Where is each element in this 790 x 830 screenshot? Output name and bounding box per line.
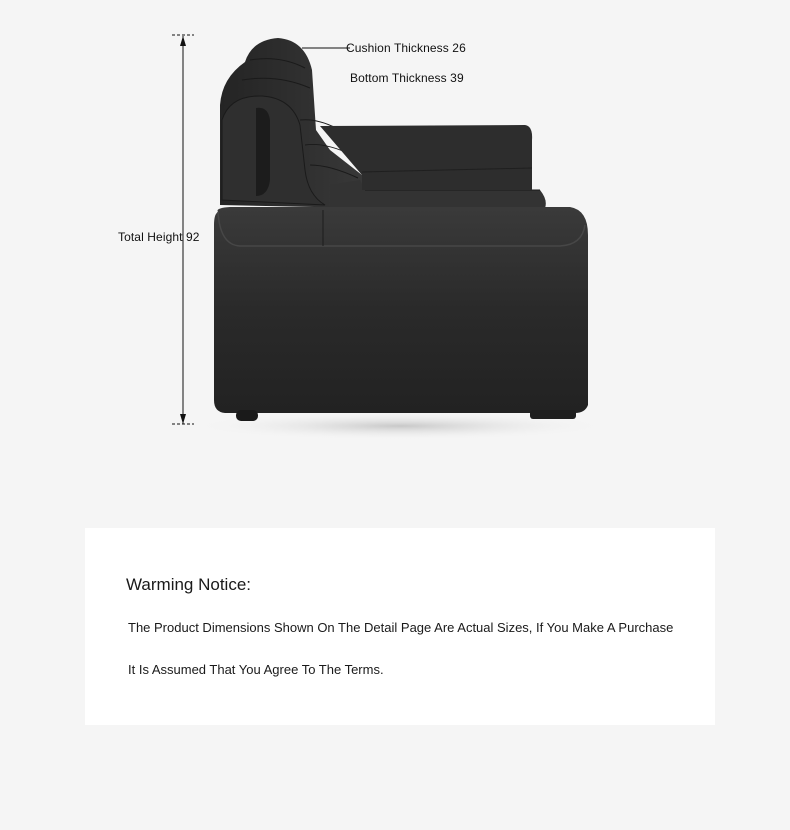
notice-text-line-2: It Is Assumed That You Agree To The Terms. (128, 662, 384, 677)
total-height-label: Total Height 92 (118, 230, 200, 244)
sofa-foot-back (530, 410, 576, 419)
sofa-base (214, 207, 588, 413)
warming-notice-panel (85, 528, 715, 725)
notice-text-line-1: The Product Dimensions Shown On The Detail Page Are Actual Sizes, If You Make A Purchase (128, 620, 674, 635)
cushion-thickness-label: Cushion Thickness 26 (346, 41, 466, 55)
bottom-thickness-label: Bottom Thickness 39 (350, 71, 464, 85)
notice-title: Warming Notice: (126, 575, 252, 594)
sofa-foot-front (236, 410, 258, 421)
